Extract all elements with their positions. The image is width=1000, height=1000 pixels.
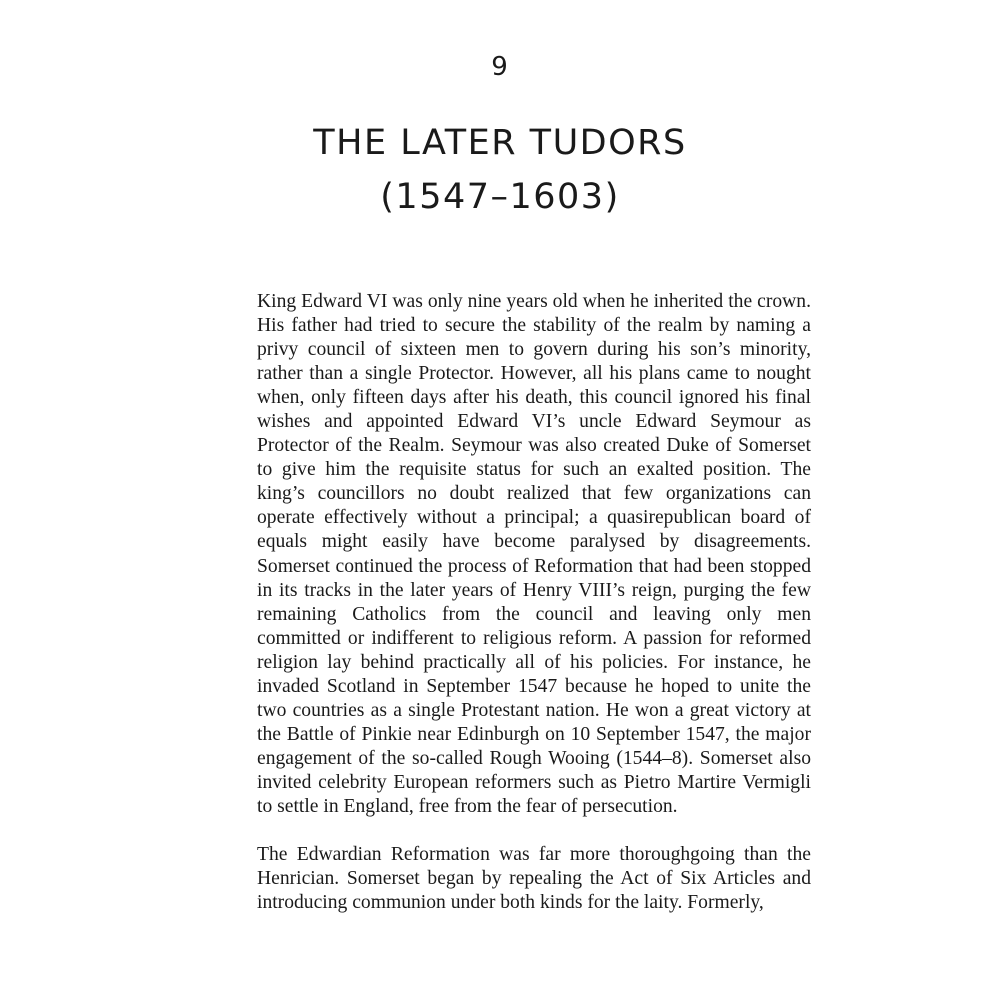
body-text [257,290,811,915]
paragraph-2: The Edwardian Reformation was far more thoroughgoing than the Henrician. Somerset began by repealing the Act of Six Articles and introducing communion under both kinds for the laity. Formerly, [257,844,811,914]
chapter-title-line-2: (1547–1603) [380,177,620,217]
paragraph-1: King Edward VI was only nine years old when he inherited the crown. His father had tried to secure the stability of the realm by naming a privy council of sixteen men to govern during his son’s minority, rather than a single Protector. However, all his plans came to nought when, only fifteen days after his death, this council ignored his final wishes and appointed Edward VI’s uncle Edward Seymour as Protector of the Realm. Seymour was also created Duke of Somerset to give him the requisite status for such an exalted position. The king’s councillors no doubt realized that few organizations can operate effectively without a principal; a quasirepublican board of equals might easily have become paralysed by disagreements. Somerset continued the process of Reformation that had been stopped in its tracks in the later years of Henry VIII’s reign, purging the few remaining Catholics from the council and leaving only men committed or indifferent to religious reform. A passion for reformed religion lay behind practically all of his policies. For instance, he invaded Scotland in September 1547 because he hoped to unite the two countries as a single Protestant nation. He won a great victory at the Battle of Pinkie near Edinburgh on 10 September 1547, the major engagement of the so-called Rough Wooing (1544–8). Somerset also invited celebrity European reformers such as Pietro Martire Vermigli to settle in England, free from the fear of persecution. [257,291,811,817]
chapter-title [0,116,1000,224]
chapter-title-line-1: THE LATER TUDORS [313,123,687,163]
chapter-number: 9 [491,52,509,82]
